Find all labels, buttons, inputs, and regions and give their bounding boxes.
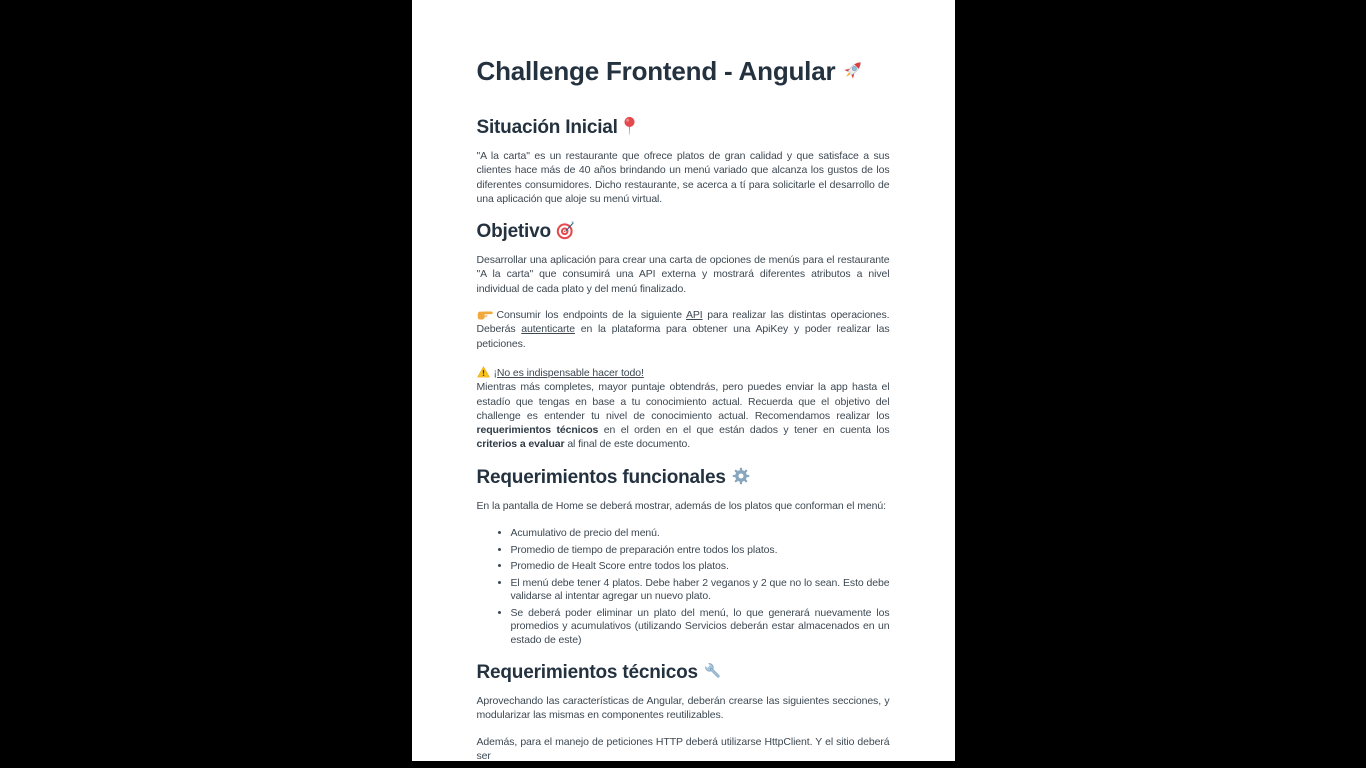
api-paragraph-suffix: en la plataforma para obtener una ApiKey y poder realizar las peticiones. (476, 323, 890, 350)
list-item: • El menú debe tener 4 platos. Debe haber 2 veganos y 2 que no lo sean. Esto debe validarse al intentar agregar un nuevo plato. (511, 577, 890, 604)
heading-text: Situación Inicial (476, 117, 618, 138)
heading-text: Objetivo (476, 221, 551, 243)
warning-body-3: al final de este documento. (564, 438, 691, 451)
section-heading-requerimientos-funcionales (477, 466, 890, 490)
funcionales-intro: En la pantalla de Home se deberá mostrar, además de los platos que conforman el menú: (476, 499, 886, 512)
gear-icon (731, 466, 751, 486)
warning-icon (477, 366, 490, 378)
tecnicos-paragraph-1: Aprovechando las características de Angular, deberán crearse las siguientes secciones, y modularizar las mismas en componentes reutilizables. (476, 695, 890, 722)
list-item: • Acumulativo de precio del menú. (511, 527, 890, 541)
list-item: • Promedio de Healt Score entre todos los platos. (511, 560, 890, 574)
section-heading-situacion-inicial (477, 116, 890, 140)
list-item: • Se deberá poder eliminar un plato del menú, lo que generará nuevamente los promedios y acumulativos (utilizando Servicios deberán estar almacenados en un estado de este) (511, 607, 890, 648)
section-heading-objetivo (477, 220, 890, 244)
pointing-hand-icon (477, 310, 493, 320)
doc-title-text: Challenge Frontend - Angular (476, 56, 836, 86)
heading-text: Requerimientos técnicos (476, 662, 698, 684)
list-item: • Promedio de tiempo de preparación entre todos los platos. (511, 544, 890, 558)
tecnicos-paragraph-2: Además, para el manejo de peticiones HTTP deberá utilizarse HttpClient. Y el sitio deberá ser (476, 735, 890, 761)
api-paragraph-prefix: Consumir los endpoints de la siguiente (496, 309, 686, 322)
bold-requerimientos-tecnicos: requerimientos técnicos (476, 424, 599, 437)
target-icon (556, 221, 575, 240)
warning-block (477, 366, 890, 452)
objetivo-paragraph: Desarrollar una aplicación para crear una carta de opciones de menús para el restaurante "A la carta" que consumirá una API externa y mostrará diferentes atributos a nivel individual de cada plato y del menú finalizado. (476, 254, 890, 295)
bold-criterios-a-evaluar: criterios a evaluar (476, 438, 565, 451)
requirements-list (477, 527, 890, 647)
api-paragraph (477, 308, 890, 351)
heading-text: Requerimientos funcionales (476, 466, 726, 488)
api-paragraph-mid: para realizar las distintas operaciones. Deberás (476, 309, 890, 336)
rocket-icon (840, 57, 866, 83)
api-link[interactable]: API (685, 309, 703, 322)
section-heading-requerimientos-tecnicos (477, 661, 890, 685)
situacion-paragraph: "A la carta" es un restaurante que ofrece platos de gran calidad y que satisface a sus clientes hace más de 40 años brindando un menú variado que alcanza los gustos de los diferentes consumidores. Dicho restaurante, se acerca a tí para solicitarle el desarrollo de una aplicación que aloje su menú virtual. (476, 150, 890, 205)
autenticarte-link[interactable]: autenticarte (521, 323, 575, 336)
doc-title (477, 52, 890, 90)
warning-body-2: en el orden en el que están dados y tener en cuenta los (598, 424, 890, 437)
document-page (412, 0, 955, 761)
warning-title (477, 366, 890, 380)
warning-body-1: Mientras más completes, mayor puntaje obtendrás, pero puedes enviar la app hasta el estadío que tengas en base a tu conocimiento actual. Recuerda que el objetivo del challenge es entender tu nivel de conocimiento actual. Recomendamos realizar los (476, 381, 890, 422)
warning-body (477, 380, 890, 451)
warning-title-text: ¡No es indispensable hacer todo! (493, 366, 644, 379)
wrench-icon (703, 661, 723, 681)
pushpin-icon (623, 116, 636, 136)
